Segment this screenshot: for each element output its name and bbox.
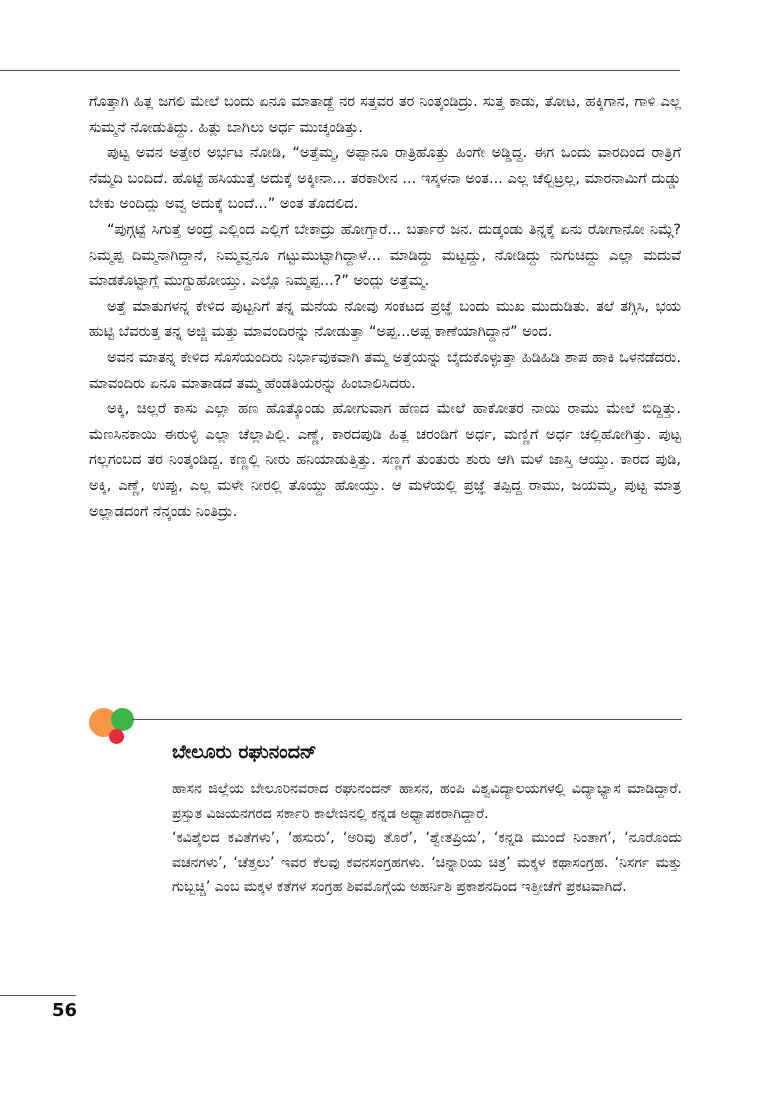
story-paragraph: ಅಕ್ಕಿ, ಚಿಲ್ಲರೆ ಕಾಸು ಎಲ್ಲಾ ಹಣ ಹೊತ್ಕೊಂಡು ಹೋಗುವಾಗ ಹೆಣದ ಮೇಲೆ ಹಾಕೋತರ ನಾಯಿ ರಾಮು ಮೇಲೆ ಬಿದ್ದಿತ್ತು. ಮೆಣಸಿನಕಾಯಿ ಈರುಳ್ಳಿ ಎಲ್ಲಾ ಚೆಲ್ಲಾಪಿಲ್ಲಿ. ಎಣ್ಣೆ, ಕಾರದಪುಡಿ ಹಿತ್ಲ ಚರಂಡಿಗೆ ಅರ್ಧ, ಮಣ್ಣಿಗೆ ಅರ್ಧ ಚಲ್ಲಿಹೋಗಿತ್ತು. ಪುಟ್ಟ ಗಲ್ಲಗಂಬದ ತರ ನಿಂತ್ಕಂಡಿದ್ದ. ಕಣ್ಣಲ್ಲಿ ನೀರು ಹನಿಯಾಡುತ್ತಿತ್ತು. ಸಣ್ಣಗೆ ತುಂತುರು ಶುರು ಆಗಿ ಮಳೆ ಜಾಸ್ತಿ ಆಯ್ತು. ಕಾರದ ಪುಡಿ, ಅಕ್ಕಿ, ಎಣ್ಣೆ, ಉಪ್ಪು, ಎಲ್ಲ ಮಳೇ ನೀರಲ್ಲಿ ತೊಯ್ದು ಹೋಯ್ತು. ಆ ಮಳೆಯಲ್ಲಿ ಪ್ರಜ್ಞೆ ತಪ್ಪಿದ್ದ ರಾಮು, ಜಯಮ್ಮ, ಪುಟ್ಟ ಮಾತ್ರ ಅಲ್ಲಾಡದಂಗೆ ನೆನ್ಕಂಡು ನಿಂತಿದ್ರು. [89, 401, 681, 520]
top-divider [0, 70, 680, 71]
page-number: 56 [52, 1000, 78, 1021]
bio-paragraph: ‘ಕವಿಶೈಲದ ಕವಿತೆಗಳು’, ‘ಹಸುರು’, ‘ಅರಿವು ತೊರೆ’, ‘ಶ್ವೇತಪ್ರಿಯ’, ‘ಕನ್ನಡಿ ಮುಂದೆ ನಿಂತಾಗ’, ‘ನೂರೊಂದು ವಚನಗಳು’, ‘ಚೆತ್ತಲು’ ಇವರ ಕೆಲವು ಕವನಸಂಗ್ರಹಗಳು. ‘ಚಿನ್ನಾರಿಯ ಚಿತ್ರ’ ಮಕ್ಕಳ ಕಥಾಸಂಗ್ರಹ. ‘ನಿಸರ್ಗ ಮತ್ತು ಗುಬ್ಬಚ್ಚಿ’ ಎಂಬ ಮಕ್ಕಳ ಕತೆಗಳ ಸಂಗ್ರಹ ಶಿವಮೊಗ್ಗೆಯ ಅಹರ್ನಿಶಿ ಪ್ರಕಾಶನದಿಂದ ಇತ್ತೀಚೆಗೆ ಪ್ರಕಟವಾಗಿದೆ. [172, 830, 682, 896]
bio-paragraph: ಹಾಸನ ಜಿಲ್ಲೆಯ ಬೇಲೂರಿನವರಾದ ರಘುನಂದನ್ ಹಾಸನ, ಹಂಪಿ ವಿಶ್ವವಿದ್ಯಾಲಯಗಳಲ್ಲಿ ವಿದ್ಯಾಭ್ಯಾಸ ಮಾಡಿದ್ದಾರೆ. ಪ್ರಸ್ತುತ ವಿಜಯನಗರದ ಸರ್ಕಾರಿ ಕಾಲೇಜಿನಲ್ಲಿ ಕನ್ನಡ ಅಧ್ಯಾಪಕರಾಗಿದ್ದಾರೆ. [172, 781, 682, 822]
story-paragraph: “ಪುಗ್ಗಟ್ಟೆ ಸಿಗುತ್ತೆ ಅಂದ್ರೆ ಎಲ್ಲಿಂದ ಎಲ್ಲಿಗೆ ಬೇಕಾದ್ರು ಹೋಗ್ತಾರೆ... ಬರ್ತಾರೆ ಜನ. ದುಡ್ಕಂಡು ತಿನ್ನಕ್ಕೆ ಏನು ರೋಗಾನೋ ನಿಮ್ಗೆ? ನಿಮ್ಮಪ್ಪ ದಿಮ್ಮನಾಗಿದ್ದಾನೆ, ನಿಮ್ಮವ್ವನೂ ಗಟ್ಟುಮುಟ್ಟಾಗಿದ್ದಾಳೆ... ಮಾಡಿದ್ದು ಮಟ್ಟದ್ದು, ನೋಡಿದ್ದು ನುಗುಚಿದ್ದು ಎಲ್ಲಾ ಮದುವೆ ಮಾಡಕೊಟ್ಟಾಗ್ಲೆ ಮುಗ್ದುಹೋಯ್ತು. ಎಲ್ಲೊ ನಿಮ್ಮಪ್ಪ...?” ಅಂದ್ಲು ಅತ್ತೆಮ್ಮ. [89, 221, 681, 290]
story-paragraph: ಅವನ ಮಾತನ್ನ ಕೇಳಿದ ಸೊಸೆಯಂದಿರು ನಿರ್ಭಾವುಕವಾಗಿ ತಮ್ಮ ಅತ್ತೆಯನ್ನು ಬೈದುಕೊಳ್ಳುತ್ತಾ ಹಿಡಿಹಿಡಿ ಶಾಪ ಹಾಕಿ ಒಳನಡೆದರು. ಮಾವಂದಿರು ಏನೂ ಮಾತಾಡದೆ ತಮ್ಮ ಹೆಂಡತಿಯರನ್ನು ಹಿಂಬಾಲಿಸಿದರು. [89, 349, 681, 392]
story-text [89, 90, 681, 525]
red-dot-decoration [109, 729, 124, 744]
bio-rule-line [132, 719, 682, 720]
green-dot-decoration [111, 708, 134, 731]
story-paragraph: ಅತ್ತೆ ಮಾತುಗಳನ್ನ ಕೇಳಿದ ಪುಟ್ಟನಿಗೆ ತನ್ನ ಮನೆಯ ನೋವು ಸಂಕಟದ ಪ್ರಜ್ಞೆ ಬಂದು ಮುಖ ಮುದುಡಿತು. ತಲೆ ತಗ್ಗಿಸಿ, ಭಯ ಹುಟ್ಟಿ ಬೆವರುತ್ತ ತನ್ನ ಅಜ್ಜಿ ಮತ್ತು ಮಾವಂದಿರನ್ನು ನೋಡುತ್ತಾ “ಅಪ್ಪ...ಅಪ್ಪ ಕಾಣೆಯಾಗಿದ್ದಾನೆ” ಅಂದ. [89, 298, 681, 341]
footer-divider [0, 995, 76, 996]
story-paragraph: ಗೊತ್ತಾಗಿ ಹಿತ್ಲ ಜಗಲಿ ಮೇಲೆ ಬಂದು ಏನೂ ಮಾತಾಡ್ದೆ ನರ ಸತ್ತವರ ತರ ನಿಂತ್ಕಂಡಿದ್ರು. ಸುತ್ತ ಕಾಡು, ತೋಟ, ಹಕ್ಕಿಗಾನ, ಗಾಳಿ ಎಲ್ಲ ಸುಮ್ಮನೆ ನೋಡುತಿದ್ದು. ಹಿತ್ಲು ಬಾಗಿಲು ಅರ್ಧ ಮುಚ್ಕಂಡಿತ್ತು. [89, 94, 681, 136]
author-bio [172, 777, 682, 900]
author-name: ಬೇಲೂರು ರಘುನಂದನ್ [172, 741, 317, 763]
story-paragraph: ಪುಟ್ಟ ಅವನ ಅತ್ತೇರ ಅರ್ಭಟ ನೋಡಿ, “ಅತ್ತೆಮ್ಮ, ಅಪ್ಪಾನೂ ರಾತ್ರಿಹೊತ್ತು ಹಿಂಗೇ ಅಡ್ಡಿದ್ದ. ಈಗ ಒಂದು ವಾರದಿಂದ ರಾತ್ರಿಗೆ ನೆಮ್ಮದಿ ಬಂದಿದೆ. ಹೊಟ್ಟೆ ಹಸಿಯುತ್ತೆ ಅದುಕ್ಕೆ ಅಕ್ಕೀನಾ... ತರಕಾರೀನ ... ಇಸ್ಕಳನಾ ಅಂತ... ಎಲ್ಲ ಚೆಲ್ಬಿಟ್ರಲ್ಲ, ಮಾರನಾಮಿಗೆ ದುಡ್ಡು ಬೇಕು ಅಂದಿದ್ಲು ಅವ್ವ ಅದುಕ್ಕೆ ಬಂದೆ...” ಅಂತ ತೊದಲಿದ. [89, 145, 681, 213]
